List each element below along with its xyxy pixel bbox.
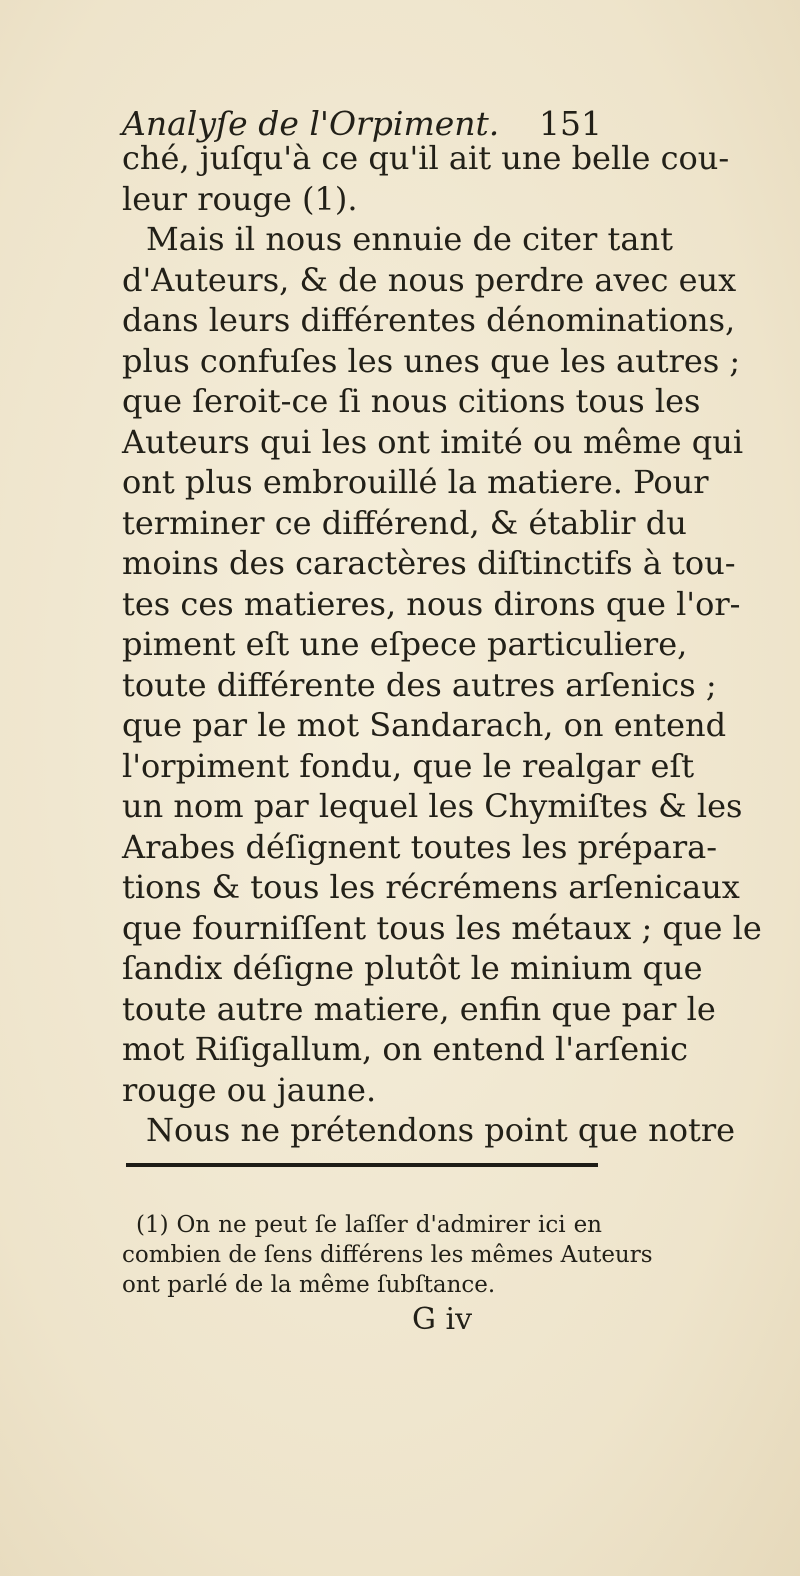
text-line: toute différente des autres arſenics ; <box>122 665 717 704</box>
text-line: leur rouge (1). <box>122 179 358 218</box>
text-line: piment eſt une eſpece particuliere, <box>122 625 688 663</box>
text-line: tes ces matieres, nous dirons que l'or- <box>122 584 741 623</box>
text-line: plus confuſes les unes que les autres ; <box>122 341 741 380</box>
text-line: un nom par lequel les Chymiſtes & les <box>122 787 743 825</box>
footnote-divider <box>126 1163 598 1167</box>
text-line: toute autre matiere, enfin que par le <box>122 989 716 1028</box>
text-line: ché, juſqu'à ce qu'il ait une belle cou- <box>122 139 730 177</box>
text-line: dans leurs différentes dénominations, <box>122 301 736 339</box>
text-line: Auteurs qui les ont imité ou même qui <box>122 422 744 461</box>
body-text <box>122 138 762 1151</box>
text-line: moins des caractères diſtinctifs à tou- <box>122 544 736 582</box>
text-line: Mais il nous ennuie de citer tant <box>146 220 673 258</box>
running-title: Analyſe de l'Orpiment. <box>122 104 500 143</box>
text-line: l'orpiment fondu, que le realgar eſt <box>122 746 695 785</box>
text-line: terminer ce différend, & établir du <box>122 503 687 542</box>
footnote-line: ont parlé de la même ſubſtance. <box>122 1272 496 1298</box>
text-line: rouge ou jaune. <box>122 1070 377 1109</box>
text-line: ont plus embrouillé la matiere. Pour <box>122 463 709 501</box>
footnote-line: combien de ſens différens les mêmes Auteurs <box>122 1242 653 1268</box>
text-line: que ſeroit-ce ſi nous citions tous les <box>122 382 701 420</box>
signature-mark: G iv <box>412 1302 473 1337</box>
text-line: que fourniſſent tous les métaux ; que le <box>122 908 762 947</box>
footnote <box>122 1210 653 1300</box>
text-line: mot Riſigallum, on entend l'arſenic <box>122 1030 688 1068</box>
text-line: que par le mot Sandarach, on entend <box>122 706 727 744</box>
text-line: d'Auteurs, & de nous perdre avec eux <box>122 260 737 299</box>
page-number: 151 <box>539 104 602 143</box>
text-line: Arabes déſignent toutes les prépara- <box>122 827 718 866</box>
text-line: tions & tous les récrémens arſenicaux <box>122 868 740 906</box>
text-line: ſandix déſigne plutôt le minium que <box>122 949 703 987</box>
text-line: Nous ne prétendons point que notre <box>146 1111 736 1149</box>
footnote-line: (1) On ne peut ſe laſſer d'admirer ici en <box>136 1212 602 1238</box>
